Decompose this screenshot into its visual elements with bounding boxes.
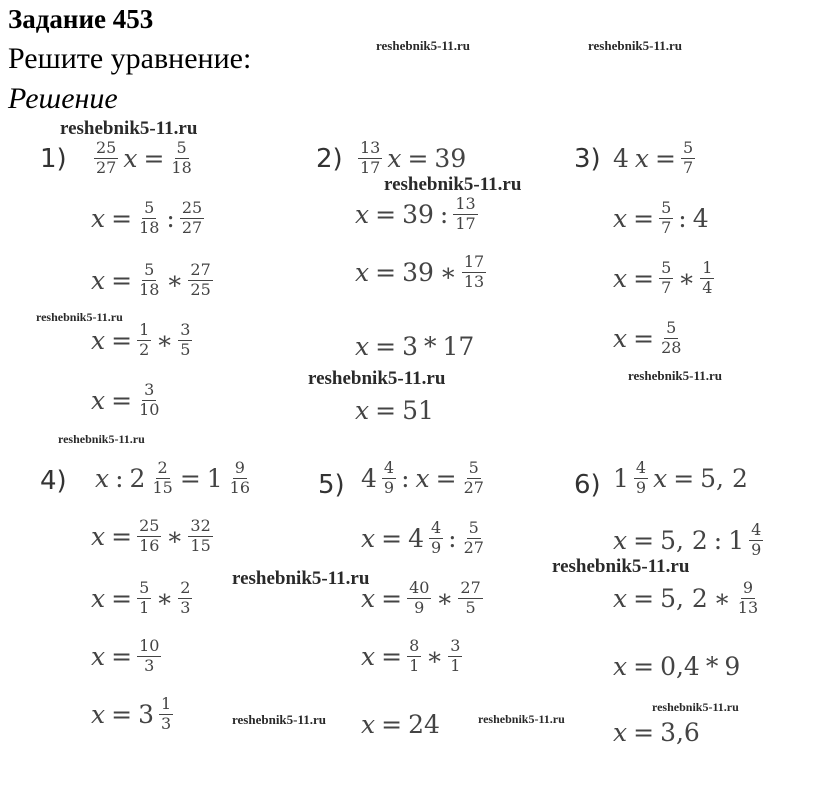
equation-line xyxy=(88,382,163,419)
math-token: = xyxy=(143,143,165,173)
whole-part: 1 xyxy=(206,463,223,493)
fraction xyxy=(94,140,118,177)
denominator: 10 xyxy=(139,399,160,419)
math-token: : xyxy=(448,523,457,553)
fraction xyxy=(178,580,192,617)
math-token: 3 xyxy=(402,332,418,361)
math-token: ∗ xyxy=(156,583,174,613)
fraction xyxy=(462,254,486,291)
math-token: = xyxy=(381,523,403,553)
watermark: reshebnik5-11.ru xyxy=(36,310,123,324)
math-token: 39 xyxy=(402,257,434,287)
fraction xyxy=(462,520,486,557)
math-token: : xyxy=(439,199,449,229)
mixed-number xyxy=(405,520,445,557)
denominator: 15 xyxy=(152,477,173,497)
denominator: 7 xyxy=(661,277,672,297)
watermark: reshebnik5-11.ru xyxy=(232,568,370,589)
denominator: 4 xyxy=(702,277,713,297)
denominator: 5 xyxy=(465,597,476,617)
equation-line xyxy=(92,460,254,497)
numerator: 2 xyxy=(180,578,191,597)
variable: x xyxy=(355,332,370,361)
numerator: 5 xyxy=(144,198,155,217)
equation-line xyxy=(610,522,765,559)
problem-number: 2) xyxy=(316,144,343,174)
variable: x xyxy=(613,718,628,747)
numerator: 1 xyxy=(139,320,150,339)
watermark: reshebnik5-11.ru xyxy=(60,118,198,139)
whole-part: 2 xyxy=(129,463,146,493)
problem-number: 4) xyxy=(40,466,67,496)
variable: x xyxy=(613,652,628,681)
variable: x xyxy=(91,203,106,233)
numerator: 5 xyxy=(144,260,155,279)
denominator: 25 xyxy=(190,279,211,299)
problem-number: 6) xyxy=(574,470,601,500)
denominator: 13 xyxy=(463,271,485,291)
fraction xyxy=(659,260,673,297)
math-token: 39 xyxy=(402,199,434,229)
math-token: ∗ xyxy=(713,583,731,613)
denominator: 1 xyxy=(139,597,150,617)
problem-number: 5) xyxy=(318,470,345,500)
denominator: 27 xyxy=(96,157,117,177)
math-token: = xyxy=(375,199,397,229)
fraction xyxy=(681,140,695,177)
denominator: 16 xyxy=(139,535,160,555)
denominator: 9 xyxy=(414,597,425,617)
numerator: 9 xyxy=(234,458,245,477)
variable: x xyxy=(613,583,628,613)
math-token: = xyxy=(655,143,676,173)
watermark: reshebnik5-11.ru xyxy=(628,368,723,383)
fraction xyxy=(137,322,151,359)
fraction xyxy=(137,580,151,617)
denominator: 7 xyxy=(661,217,672,237)
math-token: ∗ xyxy=(678,263,696,293)
denominator: 27 xyxy=(181,217,203,237)
denominator: 18 xyxy=(139,279,160,299)
fraction xyxy=(700,260,714,297)
denominator: 18 xyxy=(171,157,192,177)
denominator: 17 xyxy=(360,157,381,177)
variable: x xyxy=(613,203,628,233)
math-token: = xyxy=(381,710,403,739)
math-token: 24 xyxy=(408,710,440,739)
numerator: 13 xyxy=(360,138,381,157)
fraction xyxy=(159,696,173,733)
math-token: ∗ xyxy=(426,641,444,671)
math-token: : xyxy=(115,463,124,493)
fraction xyxy=(659,200,673,237)
numerator: 4 xyxy=(383,458,395,477)
solution-label: Решение xyxy=(8,82,118,115)
math-token: * xyxy=(423,332,437,361)
denominator: 9 xyxy=(635,477,647,497)
numerator: 25 xyxy=(139,516,160,535)
watermark: reshebnik5-11.ru xyxy=(478,712,565,726)
denominator: 5 xyxy=(180,339,191,359)
denominator: 15 xyxy=(190,535,211,555)
denominator: 7 xyxy=(682,157,694,177)
variable: x xyxy=(361,523,376,553)
fraction xyxy=(137,382,161,419)
numerator: 13 xyxy=(455,194,476,213)
whole-part: 1 xyxy=(613,463,629,493)
numerator: 1 xyxy=(160,694,172,713)
numerator: 3 xyxy=(144,380,155,399)
equation-line xyxy=(88,638,163,675)
denominator: 16 xyxy=(229,477,251,497)
variable: x xyxy=(634,143,650,173)
math-token: 39 xyxy=(434,143,467,173)
equation-line xyxy=(88,518,215,555)
numerator: 5 xyxy=(468,518,479,537)
variable: x xyxy=(91,325,106,355)
math-token: = xyxy=(111,521,133,551)
fraction xyxy=(180,200,204,237)
watermark: reshebnik5-11.ru xyxy=(588,38,683,53)
fraction xyxy=(659,320,683,357)
variable: x xyxy=(91,583,106,613)
variable: x xyxy=(361,641,376,671)
denominator: 13 xyxy=(737,597,759,617)
watermark: reshebnik5-11.ru xyxy=(232,712,327,727)
math-token: = xyxy=(633,263,655,293)
variable: x xyxy=(387,143,402,173)
equation-line xyxy=(88,200,206,237)
equation-line xyxy=(610,460,751,497)
variable: x xyxy=(355,199,370,229)
math-token: * xyxy=(705,652,719,681)
numerator: 40 xyxy=(409,578,430,597)
math-token: 0,4 xyxy=(660,652,700,681)
fraction xyxy=(137,200,161,237)
denominator: 27 xyxy=(463,537,484,557)
math-token: = xyxy=(111,265,133,295)
equation-line xyxy=(92,140,196,177)
numerator: 5 xyxy=(661,198,672,217)
math-token: : xyxy=(166,203,175,233)
variable: x xyxy=(613,263,628,293)
fraction xyxy=(407,580,431,617)
fraction xyxy=(188,262,212,299)
variable: x xyxy=(91,699,106,729)
numerator: 25 xyxy=(96,138,117,157)
problem-number: 1) xyxy=(40,144,67,174)
math-token: : xyxy=(678,203,687,233)
equation-line xyxy=(358,710,443,739)
math-token: ∗ xyxy=(166,521,184,551)
math-token: = xyxy=(179,463,201,493)
mixed-number xyxy=(135,696,175,733)
denominator: 3 xyxy=(144,655,155,675)
denominator: 17 xyxy=(455,213,476,233)
fraction xyxy=(382,460,396,497)
variable: x xyxy=(613,323,628,353)
math-token: = xyxy=(633,525,655,555)
task-instruction: Решите уравнение: xyxy=(8,42,252,75)
numerator: 5 xyxy=(661,258,672,277)
denominator: 3 xyxy=(180,597,191,617)
numerator: 8 xyxy=(409,636,420,655)
fraction xyxy=(228,460,252,497)
math-token: 4 xyxy=(692,203,709,233)
equation-line xyxy=(610,200,712,237)
math-token: = xyxy=(633,203,655,233)
math-token: 5, 2 xyxy=(660,583,708,613)
fraction xyxy=(736,580,760,617)
numerator: 10 xyxy=(139,636,160,655)
variable: x xyxy=(91,265,106,295)
math-token: ∗ xyxy=(166,265,184,295)
fraction xyxy=(462,460,486,497)
equation-line xyxy=(358,460,488,497)
equation-line xyxy=(610,652,743,681)
problem-number: 3) xyxy=(574,144,601,174)
denominator: 9 xyxy=(430,537,442,557)
fraction xyxy=(169,140,193,177)
whole-part: 4 xyxy=(408,523,424,553)
variable: x xyxy=(355,257,370,287)
math-token: = xyxy=(435,463,457,493)
watermark: reshebnik5-11.ru xyxy=(58,432,145,446)
fraction xyxy=(178,322,192,359)
equation-line xyxy=(610,580,762,617)
math-token: ∗ xyxy=(156,325,174,355)
whole-part: 4 xyxy=(361,463,377,493)
fraction xyxy=(749,522,763,559)
equation-line xyxy=(356,140,469,177)
math-token: 3,6 xyxy=(660,718,700,747)
variable: x xyxy=(361,710,376,739)
fraction xyxy=(634,460,648,497)
equation-line xyxy=(352,332,477,361)
mixed-number xyxy=(204,460,254,497)
variable: x xyxy=(653,463,668,493)
numerator: 5 xyxy=(176,138,187,157)
math-token: ∗ xyxy=(439,257,457,287)
numerator: 27 xyxy=(460,578,481,597)
watermark: reshebnik5-11.ru xyxy=(376,38,471,53)
math-token: = xyxy=(381,583,403,613)
denominator: 3 xyxy=(160,713,172,733)
variable: x xyxy=(415,463,430,493)
math-token: = xyxy=(407,143,429,173)
numerator: 5 xyxy=(682,138,694,157)
math-token: = xyxy=(375,257,397,287)
equation-line xyxy=(610,718,703,747)
variable: x xyxy=(361,583,376,613)
math-token: = xyxy=(633,718,655,747)
denominator: 9 xyxy=(751,539,762,559)
denominator: 1 xyxy=(409,655,420,675)
variable: x xyxy=(355,396,370,425)
equation-line xyxy=(358,580,485,617)
fraction xyxy=(358,140,382,177)
numerator: 9 xyxy=(742,578,754,597)
fraction xyxy=(137,638,161,675)
equation-line xyxy=(610,320,685,357)
variable: x xyxy=(91,385,106,415)
mixed-number xyxy=(127,460,177,497)
whole-part: 1 xyxy=(728,525,745,555)
task-title: Задание 453 xyxy=(8,4,154,34)
math-token: = xyxy=(111,583,133,613)
math-token: 4 xyxy=(613,143,629,173)
fraction xyxy=(453,196,477,233)
whole-part: 3 xyxy=(138,699,154,729)
math-token: 9 xyxy=(724,652,741,681)
math-token: 5, 2 xyxy=(660,525,708,555)
equation-line xyxy=(88,322,194,359)
numerator: 17 xyxy=(463,252,485,271)
numerator: 3 xyxy=(180,320,191,339)
equation-line xyxy=(88,262,215,299)
denominator: 27 xyxy=(463,477,484,497)
math-token: = xyxy=(375,332,397,361)
denominator: 18 xyxy=(139,217,160,237)
numerator: 4 xyxy=(430,518,442,537)
variable: x xyxy=(91,521,106,551)
math-token: = xyxy=(111,641,133,671)
equation-line xyxy=(352,396,437,425)
math-token: 5, 2 xyxy=(700,463,748,493)
variable: x xyxy=(95,463,110,493)
numerator: 32 xyxy=(190,516,211,535)
variable: x xyxy=(91,641,106,671)
equation-line xyxy=(610,140,697,177)
fraction xyxy=(188,518,212,555)
math-token: = xyxy=(375,396,397,425)
variable: x xyxy=(123,143,138,173)
denominator: 28 xyxy=(661,337,682,357)
math-token: = xyxy=(111,203,133,233)
math-token: = xyxy=(633,652,655,681)
numerator: 5 xyxy=(139,578,150,597)
mixed-number xyxy=(725,522,765,559)
numerator: 25 xyxy=(181,198,203,217)
equation-line xyxy=(88,696,175,733)
math-token: = xyxy=(633,583,655,613)
denominator: 1 xyxy=(450,655,461,675)
math-token: 17 xyxy=(442,332,475,361)
math-token: : xyxy=(713,525,723,555)
numerator: 4 xyxy=(751,520,762,539)
math-token: : xyxy=(401,463,410,493)
denominator: 9 xyxy=(383,477,395,497)
numerator: 3 xyxy=(450,636,461,655)
equation-line xyxy=(358,520,488,557)
math-token: = xyxy=(633,323,655,353)
equation-line xyxy=(88,580,194,617)
numerator: 4 xyxy=(635,458,647,477)
numerator: 1 xyxy=(702,258,713,277)
numerator: 2 xyxy=(157,458,168,477)
math-token: = xyxy=(673,463,695,493)
fraction xyxy=(448,638,462,675)
fraction xyxy=(458,580,482,617)
math-token: = xyxy=(111,699,133,729)
mixed-number xyxy=(610,460,650,497)
watermark: reshebnik5-11.ru xyxy=(384,174,522,195)
math-token: = xyxy=(111,325,133,355)
math-token: ∗ xyxy=(436,583,454,613)
fraction xyxy=(137,262,161,299)
fraction xyxy=(150,460,174,497)
equation-line xyxy=(358,638,464,675)
numerator: 5 xyxy=(468,458,479,477)
numerator: 27 xyxy=(190,260,211,279)
math-token: = xyxy=(381,641,403,671)
equation-line xyxy=(610,260,716,297)
mixed-number xyxy=(358,460,398,497)
math-token: 51 xyxy=(402,396,434,425)
denominator: 2 xyxy=(139,339,150,359)
watermark: reshebnik5-11.ru xyxy=(308,368,446,389)
numerator: 5 xyxy=(666,318,677,337)
equation-line xyxy=(352,196,480,233)
watermark: reshebnik5-11.ru xyxy=(652,700,739,714)
equation-line xyxy=(352,254,488,291)
fraction xyxy=(137,518,161,555)
variable: x xyxy=(613,525,628,555)
fraction xyxy=(407,638,421,675)
watermark: reshebnik5-11.ru xyxy=(552,556,690,577)
math-token: = xyxy=(111,385,133,415)
fraction xyxy=(429,520,443,557)
